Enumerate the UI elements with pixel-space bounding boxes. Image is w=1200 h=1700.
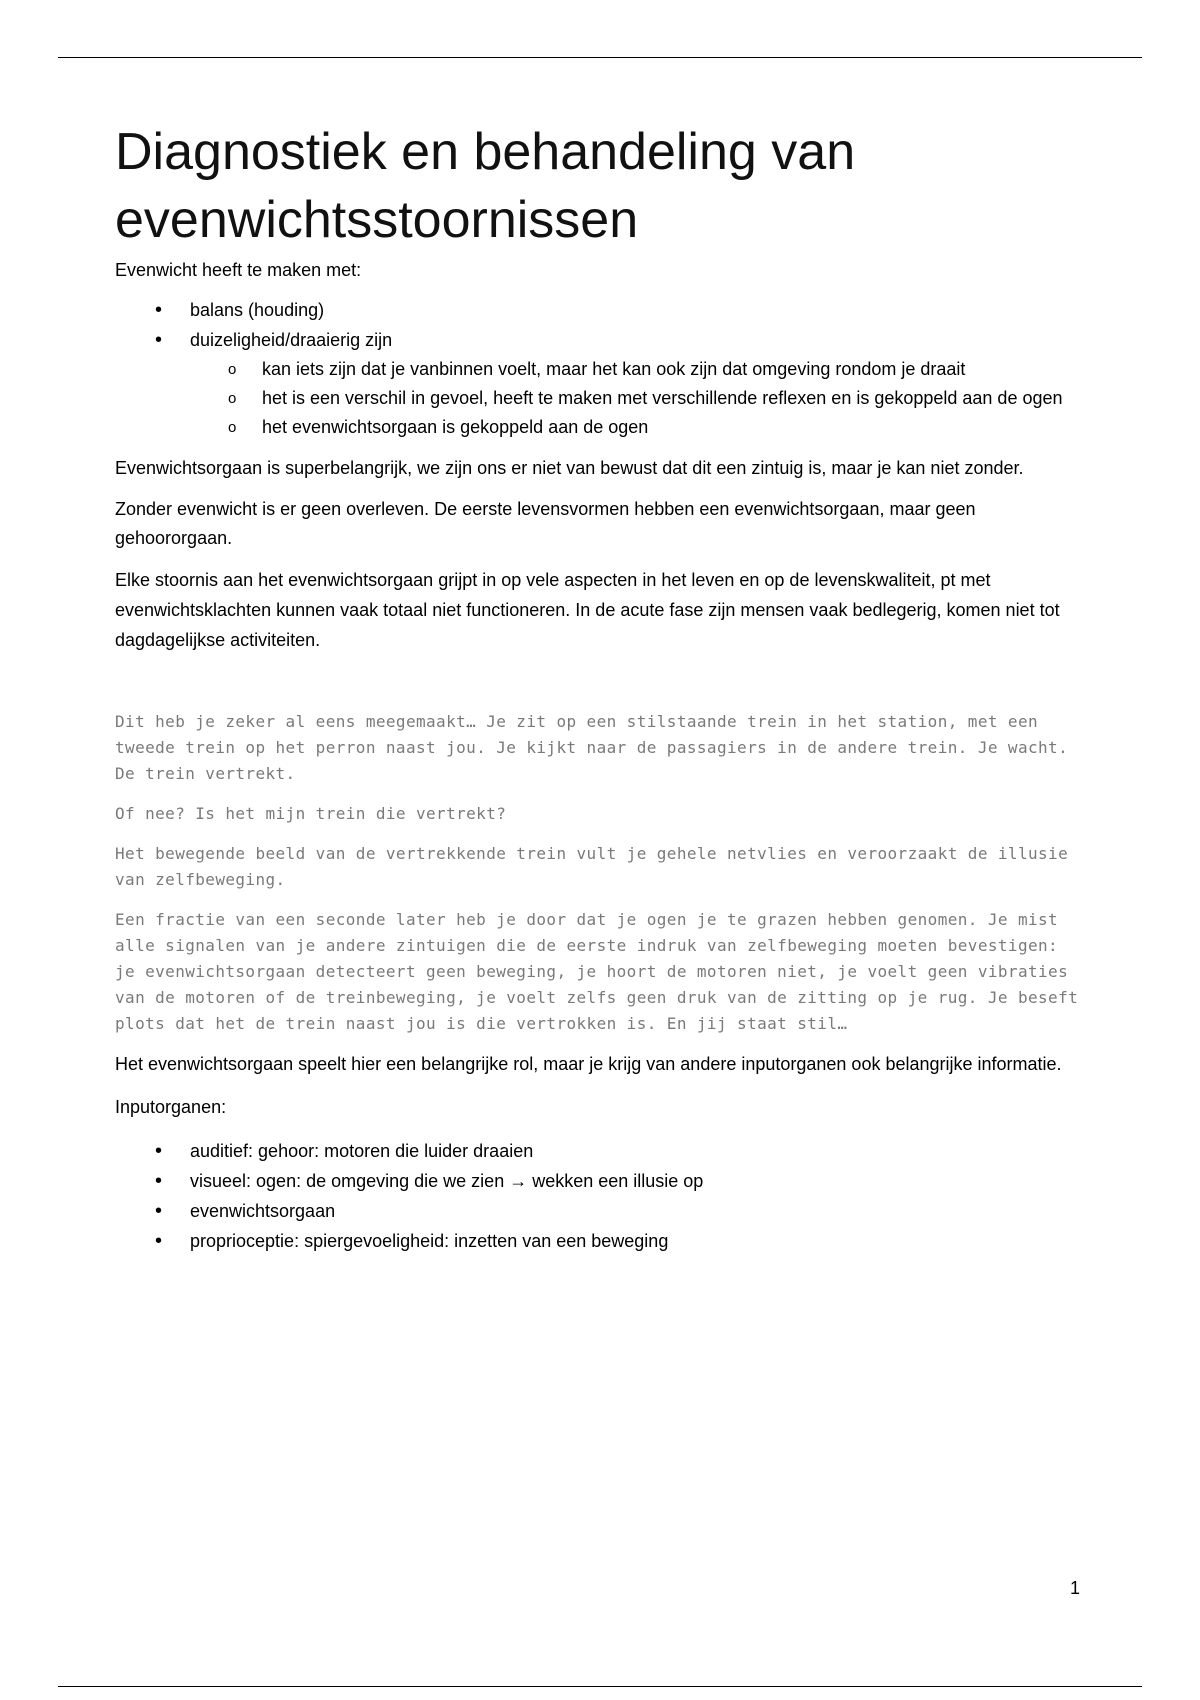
page-content <box>115 118 1085 1256</box>
paragraph: Zonder evenwicht is er geen overleven. De eerste levensvormen hebben een evenwichtsorgaan, maar geen gehoororgaan. <box>115 499 976 548</box>
intro-text: Evenwicht heeft te maken met: <box>115 260 362 280</box>
page-title <box>115 118 1085 254</box>
input-organs-list <box>115 1136 1085 1256</box>
paragraph: Elke stoornis aan het evenwichtsorgaan grijpt in op vele aspecten in het leven en op de levenskwaliteit, pt met evenwichtsklachten kunnen vaak totaal niet functioneren. In de acute fase zijn mensen vaak bedlegerig, komen niet tot dagdagelijkse activiteiten. <box>115 570 1060 650</box>
list-item: • proprioceptie: spiergevoeligheid: inzetten van een beweging <box>115 1226 1085 1256</box>
paragraph: Het evenwichtsorgaan speelt hier een belangrijke rol, maar je krijg van andere inputorganen ook belangrijke informatie. <box>115 1054 1062 1074</box>
list-item-label: duizeligheid/draaierig zijn <box>190 330 393 350</box>
input-heading: Inputorganen: <box>115 1097 227 1117</box>
paragraph: Evenwichtsorgaan is superbelangrijk, we zijn ons er niet van bewust dat dit een zintuig is, maar je kan niet zonder. <box>115 458 1024 478</box>
list-item: • balans (houding) <box>115 295 1085 325</box>
quote-paragraph: Of nee? Is het mijn trein die vertrekt? <box>115 804 507 823</box>
sub-list-item: o het evenwichtsorgaan is gekoppeld aan de ogen <box>190 413 1085 442</box>
list-item: • evenwichtsorgaan <box>115 1196 1085 1226</box>
quote-paragraph: Het bewegende beeld van de vertrekkende trein vult je gehele netvlies en veroorzaakt de illusie van zelfbeweging. <box>115 844 1069 889</box>
quote-paragraph: Een fractie van een seconde later heb je door dat je ogen je te grazen hebben genomen. Je mist alle signalen van je andere zintuigen die de eerste indruk van zelfbeweging moeten bevestigen: je evenwichtsorgaan detecteert geen beweging, je hoort de motoren niet, je voelt geen vibraties van de motoren of de treinbeweging, je voelt zelfs geen druk van de zitting op je rug. Je beseft plots dat het de trein naast jou is die vertrokken is. En jij staat stil… <box>115 910 1079 1033</box>
footer-rule <box>58 1686 1142 1687</box>
title-line-1: Diagnostiek en behandeling van <box>115 123 856 181</box>
sub-list-item: o kan iets zijn dat je vanbinnen voelt, maar het kan ook zijn dat omgeving rondom je draait <box>190 355 1085 384</box>
list-item: • visueel: ogen: de omgeving die we zien → wekken een illusie op <box>115 1166 1085 1196</box>
sub-list <box>190 355 1085 442</box>
list-item: • auditief: gehoor: motoren die luider draaien <box>115 1136 1085 1166</box>
title-line-2: evenwichtsstoornissen <box>115 191 639 249</box>
quote-paragraph: Dit heb je zeker al eens meegemaakt… Je zit op een stilstaande trein in het station, met een tweede trein op het perron naast jou. Je kijkt naar de passagiers in de andere trein. Je wacht. De trein vertrekt. <box>115 712 1069 783</box>
header-rule <box>58 57 1142 58</box>
list-item <box>115 325 1085 442</box>
page-number: 1 <box>1070 1578 1081 1598</box>
balance-list <box>115 295 1085 442</box>
sub-list-item: o het is een verschil in gevoel, heeft te maken met verschillende reflexen en is gekoppeld aan de ogen <box>190 384 1085 413</box>
